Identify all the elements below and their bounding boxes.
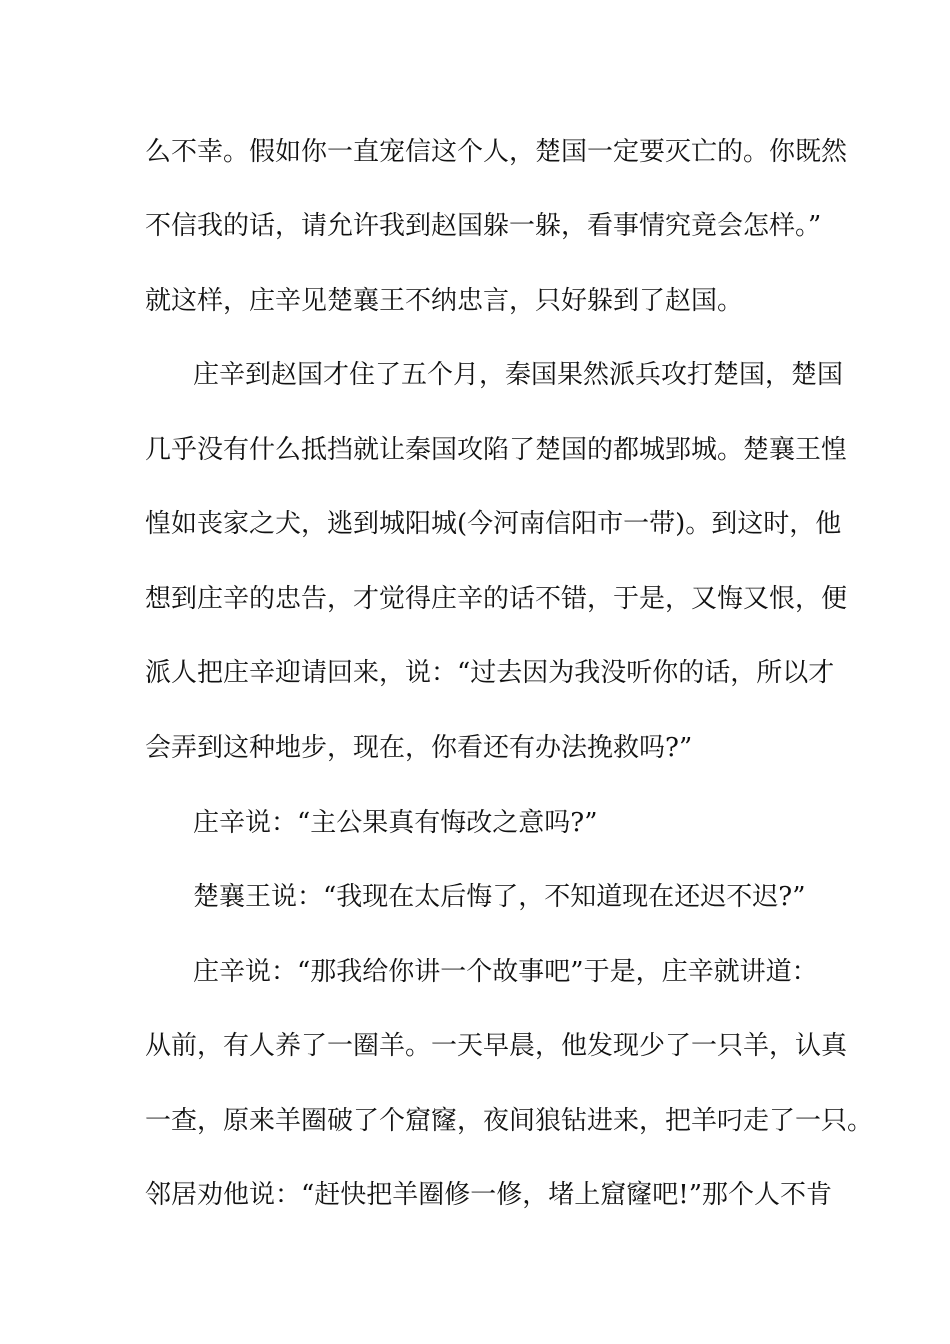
text-line: 邻居劝他说：“赶快把羊圈修一修，堵上窟窿吧!”那个人不肯	[145, 1180, 833, 1210]
text-line: 会弄到这种地步，现在，你看还有办法挽救吗?”	[145, 733, 693, 763]
text-line: 从前，有人养了一圈羊。一天早晨，他发现少了一只羊，认真	[145, 1031, 848, 1061]
text-line: 么不幸。假如你一直宠信这个人，楚国一定要灭亡的。你既然	[145, 137, 848, 167]
text-line: 派人把庄辛迎请回来，说：“过去因为我没听你的话，所以才	[145, 658, 835, 688]
text-line: 不信我的话，请允许我到赵国躲一躲，看事情究竟会怎样。”	[145, 211, 822, 241]
paragraph-first-line: 庄辛说：“主公果真有悔改之意吗?”	[193, 808, 598, 838]
text-line: 就这样，庄辛见楚襄王不纳忠言，只好躲到了赵国。	[145, 286, 744, 316]
paragraph-first-line: 庄辛说：“那我给你讲一个故事吧”于是，庄辛就讲道：	[193, 957, 818, 987]
text-line: 想到庄辛的忠告，才觉得庄辛的话不错，于是，又悔又恨，便	[145, 584, 848, 614]
paragraph-first-line: 楚襄王说：“我现在太后悔了，不知道现在还迟不迟?”	[193, 882, 806, 912]
text-line: 一查，原来羊圈破了个窟窿，夜间狼钻进来，把羊叼走了一只。	[145, 1106, 874, 1136]
text-line: 几乎没有什么抵挡就让秦国攻陷了楚国的都城郢城。楚襄王惶	[145, 435, 848, 465]
paragraph-first-line: 庄辛到赵国才住了五个月，秦国果然派兵攻打楚国，楚国	[193, 360, 844, 390]
text-line: 惶如丧家之犬，逃到城阳城(今河南信阳市一带)。到这时，他	[145, 509, 842, 539]
